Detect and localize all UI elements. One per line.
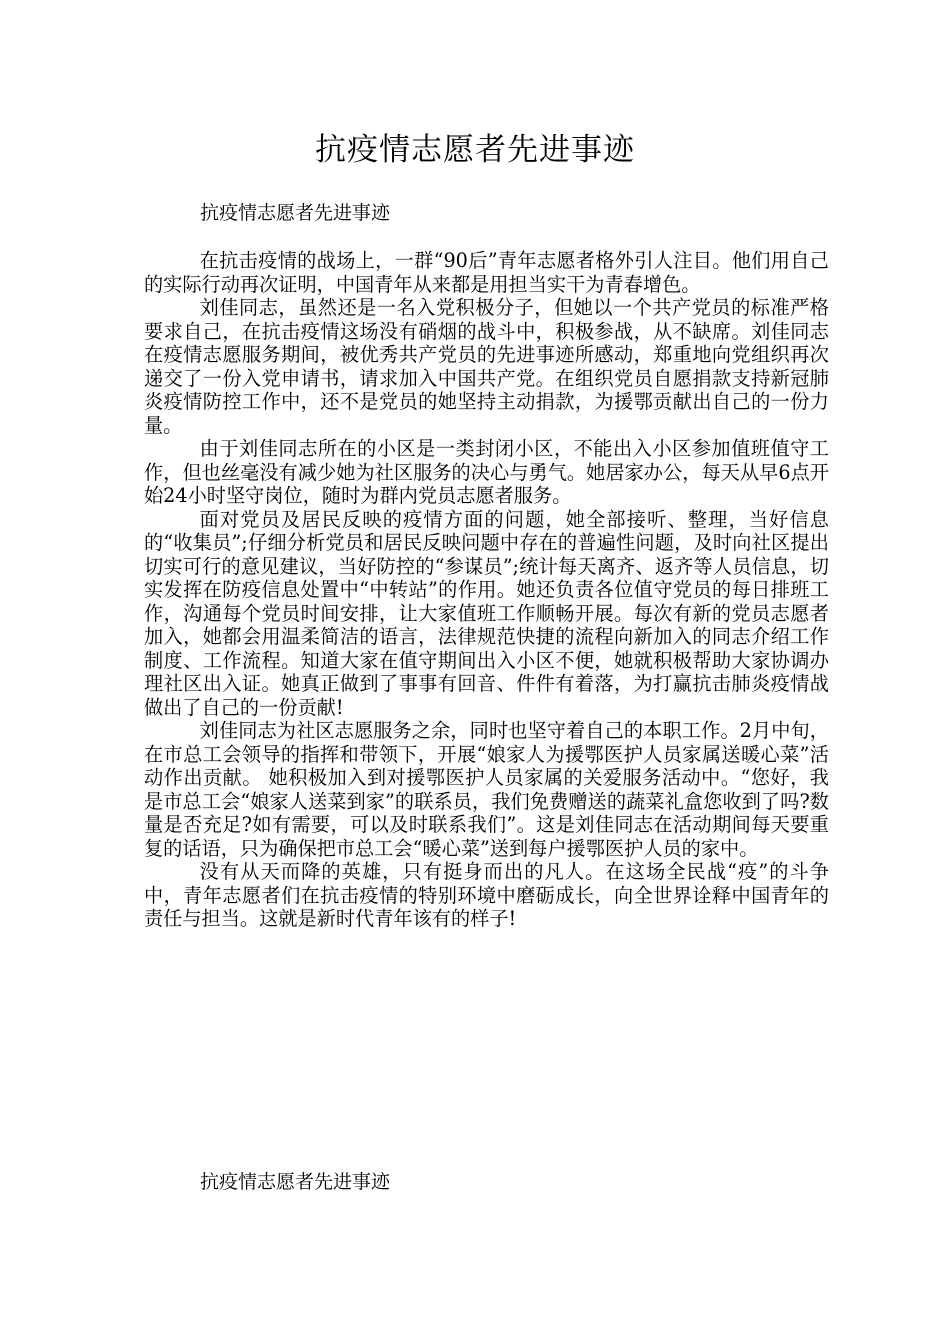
paragraph: 没有从天而降的英雄，只有挺身而出的凡人。在这场全民战“疫”的斗争中，青年志愿者们在抗击疫情的特别环境中磨砺成长，向全世界诠释中国青年的责任与担当。这就是新时代青年该有的样子! xyxy=(144,860,829,930)
document-footer: 抗疫情志愿者先进事迹 xyxy=(200,1171,391,1193)
paragraph: 刘佳同志为社区志愿服务之余，同时也坚守着自己的本职工作。2月中旬，在市总工会领导的指挥和带领下，开展“娘家人为援鄂医护人员家属送暖心菜”活动作出贡献。 她积极加入到对援鄂医护人员家属的关爱服务活动中。“您好，我是市总工会“娘家人送菜到家”的联系员，我们免费赠送的蔬菜礼盒您收到了吗?数量是否充足?如有需要，可以及时联系我们”。这是刘佳同志在活动期间每天要重复的话语，只为确保把市总工会“暖心菜”送到每户援鄂医护人员的家中。 xyxy=(144,719,829,860)
document-title: 抗疫情志愿者先进事迹 xyxy=(315,132,635,168)
document-subtitle: 抗疫情志愿者先进事迹 xyxy=(200,202,391,224)
paragraph: 在抗击疫情的战场上，一群“90后”青年志愿者格外引人注目。他们用自己的实际行动再次证明，中国青年从来都是用担当实干为青春增色。 xyxy=(144,249,829,296)
paragraph: 由于刘佳同志所在的小区是一类封闭小区，不能出入小区参加值班值守工作，但也丝毫没有减少她为社区服务的决心与勇气。她居家办公，每天从早6点开始24小时坚守岗位，随时为群内党员志愿者服务。 xyxy=(144,437,829,507)
paragraph: 面对党员及居民反映的疫情方面的问题，她全部接听、整理，当好信息的“收集员”;仔细分析党员和居民反映问题中存在的普遍性问题，及时向社区提出切实可行的意见建议，当好防控的“参谋员”;统计每天离齐、返齐等人员信息，切实发挥在防疫信息处置中“中转站”的作用。她还负责各位值守党员的每日排班工作，沟通每个党员时间安排，让大家值班工作顺畅开展。每次有新的党员志愿者加入，她都会用温柔简洁的语言，法律规范快捷的流程向新加入的同志介绍工作制度、工作流程。知道大家在值守期间出入小区不便，她就积极帮助大家协调办理社区出入证。她真正做到了事事有回音、件件有着落，为打赢抗击肺炎疫情战做出了自己的一份贡献! xyxy=(144,507,829,719)
paragraph: 刘佳同志，虽然还是一名入党积极分子，但她以一个共产党员的标准严格要求自己，在抗击疫情这场没有硝烟的战斗中，积极参战，从不缺席。刘佳同志在疫情志愿服务期间，被优秀共产党员的先进事迹所感动，郑重地向党组织再次递交了一份入党申请书，请求加入中国共产党。在组织党员自愿捐款支持新冠肺炎疫情防控工作中，还不是党员的她坚持主动捐款，为援鄂贡献出自己的一份力量。 xyxy=(144,296,829,437)
document-body xyxy=(144,249,829,931)
